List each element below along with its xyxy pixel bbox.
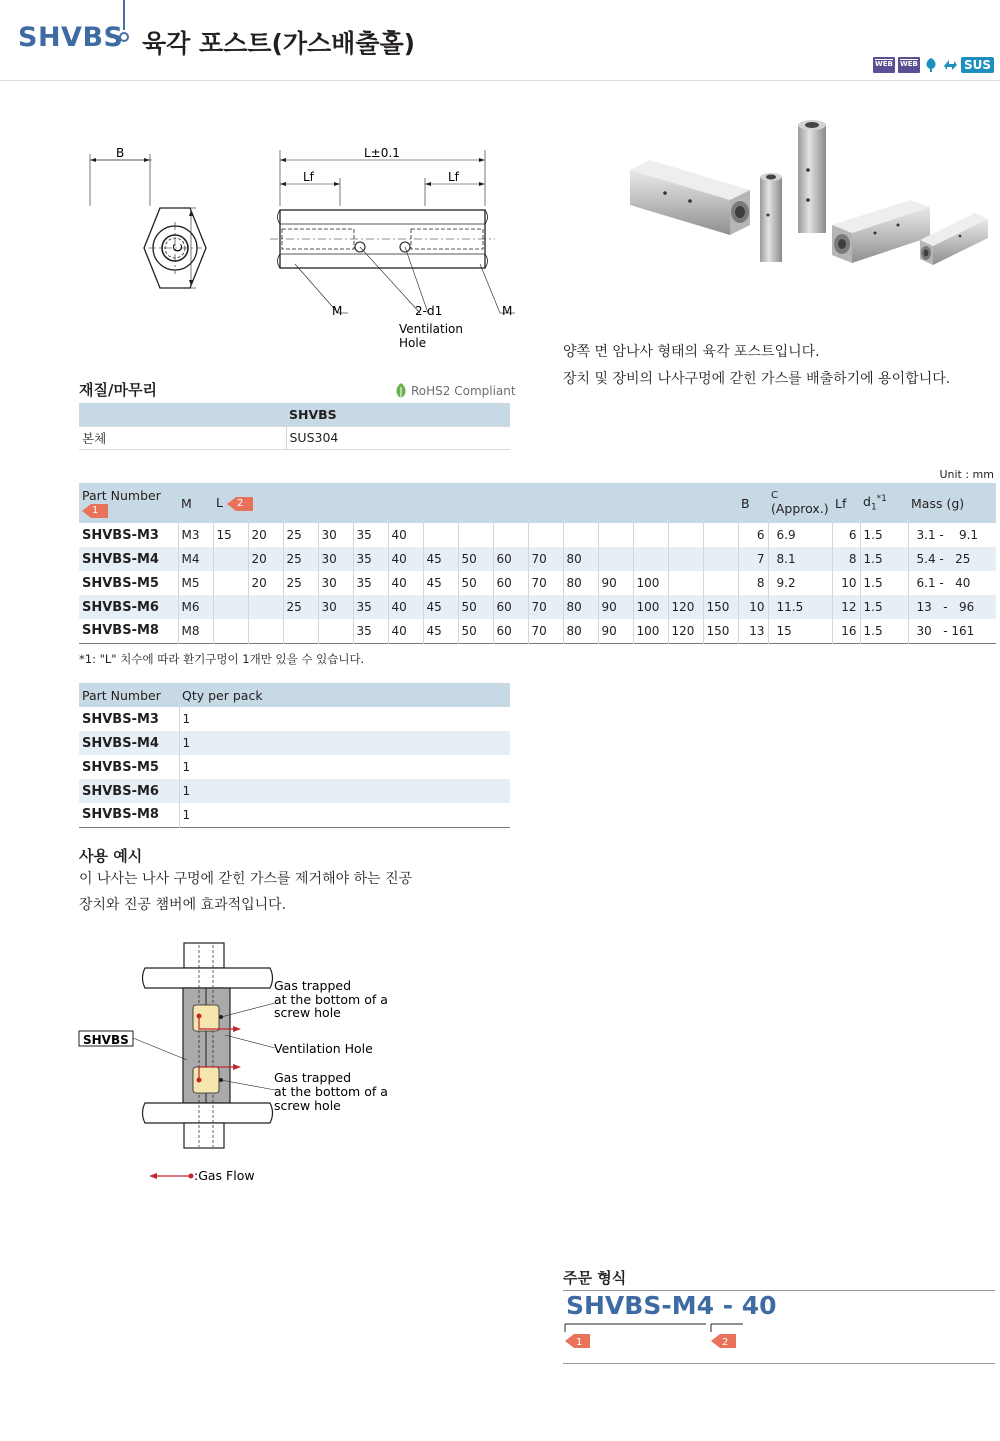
qty-col-part: Part Number — [79, 683, 179, 707]
l-cell — [213, 619, 248, 643]
l-cell — [703, 571, 738, 595]
col-b: B — [738, 483, 768, 523]
sus-badge: SUS — [961, 57, 994, 73]
l-cell: 50 — [458, 595, 493, 619]
l-cell — [213, 571, 248, 595]
part-number-cell: SHVBS-M5 — [82, 575, 159, 591]
spec-row — [79, 595, 996, 619]
qty-value-cell: 1 — [182, 807, 191, 822]
b-cell: 13 — [738, 619, 768, 643]
lf-cell: 6 — [832, 523, 860, 547]
usage-line-2: 장치와 진공 챔버에 효과적입니다. — [79, 897, 287, 913]
material-title: 재질/마무리 — [79, 381, 157, 399]
l-cell: 70 — [528, 571, 563, 595]
col-m: M — [178, 483, 213, 523]
order-rule-bottom — [563, 1363, 995, 1364]
l-cell: 80 — [563, 619, 598, 643]
l-cell: 100 — [633, 571, 668, 595]
l-cell — [668, 571, 703, 595]
qty-part-cell: SHVBS-M4 — [79, 731, 179, 755]
l-cell: 90 — [598, 619, 633, 643]
technical-drawing — [70, 140, 520, 355]
b-cell: 10 — [738, 595, 768, 619]
l-cell: 120 — [668, 595, 703, 619]
l-cell: 40 — [388, 595, 423, 619]
qty-part-cell: SHVBS-M6 — [79, 779, 179, 803]
l-cell: 45 — [423, 571, 458, 595]
col-c: C (Approx.) — [768, 483, 832, 523]
l-cell: 40 — [388, 523, 423, 547]
l-cell: 120 — [668, 619, 703, 643]
m-cell: M3 — [178, 523, 213, 547]
c-cell: 6.9 — [768, 523, 832, 547]
vent-d1-label: 2-d1 — [415, 304, 443, 318]
l-cell: 40 — [388, 619, 423, 643]
leaf-icon — [923, 57, 939, 73]
m-cell: M6 — [178, 595, 213, 619]
l-cell: 35 — [353, 523, 388, 547]
c-cell: 8.1 — [768, 547, 832, 571]
gas-flow-legend: :Gas Flow — [194, 1168, 255, 1183]
rohs-leaf-icon — [394, 382, 408, 400]
l-cell — [668, 547, 703, 571]
l-cell — [598, 547, 633, 571]
l-cell: 40 — [388, 547, 423, 571]
l-cell: 25 — [283, 547, 318, 571]
svg-text:1: 1 — [576, 1337, 583, 1348]
l-cell: 70 — [528, 619, 563, 643]
l-cell — [703, 523, 738, 547]
l-cell: 60 — [493, 595, 528, 619]
usage-line-1: 이 나사는 나사 구멍에 갇힌 가스를 제거해야 하는 진공 — [79, 871, 413, 887]
spec-row — [79, 523, 996, 547]
thread-m-left-label: M — [332, 304, 343, 318]
qty-part-cell: SHVBS-M3 — [79, 707, 179, 731]
vent-label-2: Hole — [399, 336, 427, 350]
page-title: 육각 포스트(가스배출홀) — [142, 29, 416, 58]
b-cell: 8 — [738, 571, 768, 595]
qty-table — [79, 683, 510, 828]
d1-cell: 1.5 — [860, 547, 908, 571]
part-number-cell: SHVBS-M8 — [82, 623, 159, 639]
l-cell: 80 — [563, 571, 598, 595]
l-cell: 30 — [318, 571, 353, 595]
l-cell — [633, 523, 668, 547]
l-cell: 60 — [493, 547, 528, 571]
lf-cell: 12 — [832, 595, 860, 619]
d1-cell: 1.5 — [860, 571, 908, 595]
part-number-cell: SHVBS-M4 — [79, 547, 178, 571]
m-cell: M8 — [178, 619, 213, 643]
l-cell: 20 — [248, 571, 283, 595]
l-cell: 25 — [283, 523, 318, 547]
b-cell: 6 — [738, 523, 768, 547]
spec-footnote: *1: "L" 치수에 따라 환기구멍이 1개만 있을 수 있습니다. — [79, 652, 365, 666]
l-cell — [633, 547, 668, 571]
l-cell: 25 — [283, 571, 318, 595]
l-cell — [458, 523, 493, 547]
l-cell: 35 — [353, 619, 388, 643]
l-cell: 35 — [353, 547, 388, 571]
l-cell: 80 — [563, 595, 598, 619]
qty-value-cell: 1 — [182, 712, 191, 726]
qty-row — [79, 707, 510, 731]
l-cell — [248, 595, 283, 619]
mass-cell: 5.4 - 25 — [908, 547, 996, 571]
l-cell: 150 — [703, 595, 738, 619]
qty-part-cell: SHVBS-M5 — [79, 755, 179, 779]
description-line-1: 양쪽 면 암나사 형태의 육각 포스트입니다. — [563, 344, 820, 360]
m-cell: M5 — [178, 571, 213, 595]
col-mass: Mass (g) — [908, 483, 996, 523]
l-cell — [283, 619, 318, 643]
l-cell: 40 — [388, 571, 423, 595]
d1-cell: 1.5 — [860, 523, 908, 547]
usage-part-label: SHVBS — [83, 1033, 129, 1047]
qty-row — [79, 731, 510, 755]
rohs-compliant: RoHS2 Compliant — [394, 382, 516, 400]
l-cell: 30 — [318, 547, 353, 571]
material-table — [79, 403, 510, 450]
usage-diagram — [75, 935, 415, 1190]
qty-value-cell: 1 — [179, 779, 510, 803]
spec-row — [79, 547, 996, 571]
l-cell: 60 — [493, 571, 528, 595]
c-cell: 15 — [768, 619, 832, 643]
material-row-value: SUS304 — [286, 426, 510, 449]
svg-text:2: 2 — [722, 1337, 729, 1348]
dim-c-label: C — [171, 243, 185, 252]
mass-cell: 30 - 161 — [908, 619, 996, 643]
col-l: L 2 — [213, 483, 738, 523]
dim-lf-left-label: Lf — [303, 170, 314, 184]
d1-cell: 1.5 — [860, 595, 908, 619]
l-cell: 100 — [633, 619, 668, 643]
l-cell: 25 — [283, 595, 318, 619]
thread-m-right-label: M — [502, 304, 513, 318]
l-cell: 35 — [353, 571, 388, 595]
order-title: 주문 형식 — [563, 1269, 627, 1287]
qty-row — [79, 803, 510, 827]
qty-row — [79, 779, 510, 803]
dim-b-label: B — [116, 146, 125, 160]
l-cell — [213, 547, 248, 571]
qty-value-cell: 1 — [179, 731, 510, 755]
l-cell: 50 — [458, 619, 493, 643]
l-cell: 30 — [318, 595, 353, 619]
l-cell: 50 — [458, 571, 493, 595]
d1-cell: 1.5 — [860, 619, 908, 643]
spec-row — [79, 619, 996, 643]
dim-l-label: L±0.1 — [364, 146, 400, 160]
material-row-label: 본체 — [79, 426, 286, 449]
lf-cell: 8 — [832, 547, 860, 571]
description-line-2: 장치 및 장비의 나사구멍에 갇힌 가스를 배출하기에 용이합니다. — [563, 371, 951, 387]
mass-cell: 3.1 - 9.1 — [908, 523, 996, 547]
spec-row — [79, 571, 996, 595]
unit-label: Unit : mm — [939, 468, 994, 481]
qty-value-cell: 1 — [182, 760, 191, 774]
l-cell: 90 — [598, 595, 633, 619]
dim-lf-right-label: Lf — [448, 170, 459, 184]
l-cell: 80 — [563, 547, 598, 571]
gas1-label-b: at the bottom of a — [274, 992, 388, 1007]
l-cell — [668, 523, 703, 547]
l-cell: 70 — [528, 547, 563, 571]
web-badge-icon: WEB — [873, 57, 895, 73]
m-cell: M4 — [178, 547, 213, 571]
l-cell: 150 — [703, 619, 738, 643]
l-cell: 15 — [213, 523, 248, 547]
mass-cell: 6.1 - 40 — [908, 571, 996, 595]
order-code: SHVBS-M4 - 40 — [566, 1291, 777, 1320]
gas2-label-a: Gas trapped — [274, 1070, 352, 1085]
lf-cell: 16 — [832, 619, 860, 643]
l-cell — [318, 619, 353, 643]
spec-table — [79, 483, 996, 644]
c-cell: 9.2 — [768, 571, 832, 595]
col-d1: $d_1^{*1}$ — [860, 483, 908, 523]
l-cell: 90 — [598, 571, 633, 595]
col-part-number: Part Number 1 — [79, 483, 178, 523]
qty-part-cell: SHVBS-M8 — [79, 803, 179, 827]
col-lf: Lf — [832, 483, 860, 523]
l-cell: 20 — [248, 547, 283, 571]
flag-1-icon: 1 — [82, 504, 108, 518]
l-cell — [493, 523, 528, 547]
l-cell — [423, 523, 458, 547]
l-cell: 45 — [423, 547, 458, 571]
l-cell: 100 — [633, 595, 668, 619]
eco-arrows-icon — [942, 57, 958, 73]
vent-label-1: Ventilation — [399, 322, 463, 336]
gas2-label-c: screw hole — [274, 1098, 341, 1113]
gas1-label-c: screw hole — [274, 1005, 341, 1020]
l-cell: 70 — [528, 595, 563, 619]
l-cell — [703, 547, 738, 571]
part-number-cell: SHVBS-M6 — [79, 595, 178, 619]
badge-row — [873, 57, 994, 73]
usage-title: 사용 예시 — [79, 847, 143, 865]
flag-2-icon: 2 — [227, 497, 253, 511]
gas2-label-b: at the bottom of a — [274, 1084, 388, 1099]
product-code: SHVBS — [18, 22, 124, 53]
l-cell: 50 — [458, 547, 493, 571]
l-cell — [563, 523, 598, 547]
qty-col-qty: Qty per pack — [179, 683, 510, 707]
part-number-cell: SHVBS-M3 — [82, 527, 159, 543]
l-cell: 30 — [318, 523, 353, 547]
l-cell — [213, 595, 248, 619]
lf-cell: 10 — [832, 571, 860, 595]
b-cell: 7 — [738, 547, 768, 571]
header-rule — [0, 80, 1000, 81]
gas1-label-a: Gas trapped — [274, 978, 352, 993]
web-badge-icon: WEB — [898, 57, 920, 73]
l-cell: 20 — [248, 523, 283, 547]
vent-hole-label: Ventilation Hole — [274, 1041, 373, 1056]
product-photo — [620, 115, 995, 315]
l-cell — [528, 523, 563, 547]
order-flags — [563, 1322, 753, 1352]
l-cell: 45 — [423, 619, 458, 643]
c-cell: 11.5 — [768, 595, 832, 619]
qty-row — [79, 755, 510, 779]
l-cell: 35 — [353, 595, 388, 619]
l-cell — [598, 523, 633, 547]
mass-cell: 13 - 96 — [908, 595, 996, 619]
material-header: SHVBS — [286, 403, 510, 426]
l-cell: 45 — [423, 595, 458, 619]
l-cell: 60 — [493, 619, 528, 643]
l-cell — [248, 619, 283, 643]
